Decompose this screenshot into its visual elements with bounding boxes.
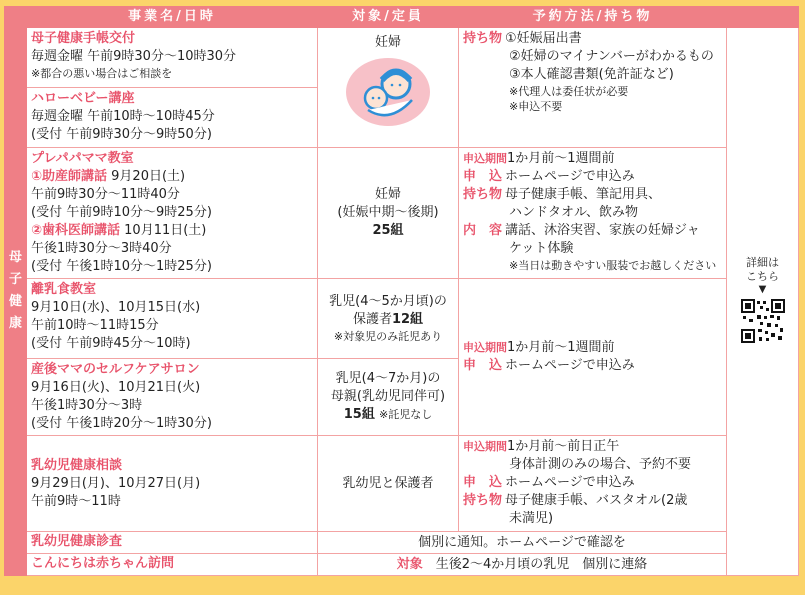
program-pre-papa-mama <box>27 148 318 279</box>
program-title: 産後ママのセルフケアサロン <box>31 362 200 377</box>
program-schedule: 午前9時30分〜11時40分 <box>31 187 180 202</box>
capacity: 12組 <box>391 312 424 327</box>
program-schedule: (受付 午前9時45分〜10時) <box>31 336 191 351</box>
program-schedule: (受付 午後1時10分〜1時25分) <box>31 259 212 274</box>
reservation-nyuyouji-soudan <box>459 436 727 532</box>
program-note: ※都合の悪い場合はご相談を <box>31 67 173 80</box>
target-boshi-techou <box>318 28 459 148</box>
item-note: ※代理人は委任状が必要 <box>509 85 629 98</box>
program-title: プレパパママ教室 <box>31 151 134 166</box>
program-title: 離乳食教室 <box>31 282 97 297</box>
program-title: 母子健康手帳交付 <box>31 31 136 46</box>
period-text: 1か月前〜前日正午 <box>507 439 620 454</box>
header-corner <box>5 7 27 28</box>
qr-panel <box>727 28 799 576</box>
program-rinyushoku <box>27 279 318 359</box>
item-line: ハンドタオル、飲み物 <box>509 205 638 220</box>
apply-label: 申 込 <box>463 358 503 373</box>
program-schedule: 午後1時30分〜3時 <box>31 398 143 413</box>
program-nyuyouji-shinsa <box>27 532 318 554</box>
item-line: ①妊娠届出書 <box>505 31 582 46</box>
items-label: 持ち物 <box>463 493 503 508</box>
items-label: 持ち物 <box>463 31 503 46</box>
apply-text: ホームページで申込み <box>505 475 635 490</box>
category-char: 康 <box>8 315 22 331</box>
target-text: 妊婦 <box>374 35 401 50</box>
program-title: 乳幼児健康診査 <box>31 534 123 549</box>
program-schedule: (受付 午前9時10分〜9時25分) <box>31 205 212 220</box>
target-text: (妊娠中期〜後期) <box>337 205 439 220</box>
target-rinyushoku <box>318 279 459 359</box>
program-schedule: 毎週金曜 午前9時30分〜10時30分 <box>31 49 237 64</box>
sub-program-title: ①助産師講話 <box>31 169 108 184</box>
header-corner-right <box>727 7 799 28</box>
program-title: こんにちは赤ちゃん訪問 <box>31 556 175 571</box>
program-hello-baby <box>27 88 318 148</box>
period-label: 申込期間 <box>463 152 507 165</box>
program-schedule: 毎週金曜 午前10時〜10時45分 <box>31 109 215 124</box>
apply-text: ホームページで申込み <box>505 358 635 373</box>
sub-program-title: ②歯科医師講話 <box>31 223 121 238</box>
program-boshi-techou <box>27 28 318 88</box>
target-selfcare-salon <box>318 359 459 436</box>
sub-program-date: 10月11日(土) <box>120 223 207 238</box>
reservation-boshi-techou <box>459 28 727 148</box>
program-selfcare-salon <box>27 359 318 436</box>
program-schedule: (受付 午後1時20分〜1時30分) <box>31 416 212 431</box>
qr-code-icon[interactable] <box>740 298 786 348</box>
program-note: ※当日は動きやすい服装でお越しください <box>509 259 717 272</box>
period-text: 1か月前〜1週間前 <box>507 340 615 355</box>
qr-arrow: ▼ <box>758 283 767 295</box>
item-line: 母子健康手帳、バスタオル(2歳 <box>505 493 688 508</box>
program-note: ※託児なし <box>379 408 433 421</box>
reservation-pre-papa-mama <box>459 148 727 279</box>
program-schedule: 午前9時〜11時 <box>31 493 121 509</box>
sub-program-date: 9月20日(土) <box>107 169 186 184</box>
category-char: 子 <box>8 271 22 287</box>
items-label: 持ち物 <box>463 187 503 202</box>
mother-baby-icon <box>346 58 430 126</box>
program-schedule: 午前10時〜11時15分 <box>31 318 159 333</box>
content-line: ケット体験 <box>509 241 574 256</box>
target-text: 保護者 <box>352 312 392 327</box>
program-schedule: 9月29日(月)、10月27日(月) <box>31 475 201 491</box>
program-konnichiwa-akachan <box>27 554 318 576</box>
info-nyuyouji-shinsa <box>318 532 727 554</box>
program-title: ハローベビー講座 <box>31 91 135 106</box>
target-text: 乳児(4〜5か月頃)の <box>329 294 447 309</box>
category-label <box>5 28 27 554</box>
program-nyuyouji-soudan <box>27 436 318 532</box>
reservation-rinyushoku-selfcare <box>459 279 727 436</box>
category-char: 母 <box>8 249 22 265</box>
capacity: 15組 <box>343 407 375 422</box>
program-schedule: 9月10日(水)、10月15日(水) <box>31 300 201 315</box>
target-text: 妊婦 <box>374 187 401 202</box>
content-line: 講話、沐浴実習、家族の妊婦ジャ <box>505 223 700 238</box>
qr-text: 詳細は <box>746 255 779 269</box>
program-note: ※対象児のみ託児あり <box>333 330 443 343</box>
header-reservation: 予約方法/持ち物 <box>459 7 727 28</box>
capacity: 25組 <box>372 223 404 238</box>
period-text: 1か月前〜1週間前 <box>507 151 615 166</box>
info-text: 生後2〜4か月頃の乳児 個別に連絡 <box>422 556 648 572</box>
apply-label: 申 込 <box>463 475 503 490</box>
program-schedule: (受付 午前9時30分〜9時50分) <box>31 127 212 142</box>
item-note: ※申込不要 <box>509 100 563 113</box>
period-label: 申込期間 <box>463 341 507 354</box>
target-text: 乳幼児と保護者 <box>342 475 434 491</box>
period-label: 申込期間 <box>463 440 507 453</box>
qr-text: こちら <box>746 269 779 283</box>
apply-label: 申 込 <box>463 169 503 184</box>
target-pre-papa-mama <box>318 148 459 279</box>
category-label-blank <box>5 554 27 576</box>
header-program: 事業名/日時 <box>27 7 318 28</box>
target-text: 乳児(4〜7か月)の <box>335 371 441 386</box>
target-nyuyouji-soudan <box>318 436 459 532</box>
item-line: 母子健康手帳、筆記用具、 <box>505 187 662 202</box>
period-text: 身体計測のみの場合、予約不要 <box>509 457 692 472</box>
target-text: 母親(乳幼児同伴可) <box>330 389 446 404</box>
program-schedule: 午後1時30分〜3時40分 <box>31 241 172 256</box>
content-label: 内 容 <box>463 223 503 238</box>
target-label: 対象 <box>396 556 423 572</box>
header-target: 対象/定員 <box>318 7 459 28</box>
program-title: 乳幼児健康相談 <box>31 457 123 473</box>
info-text: 個別に通知。ホームページで確認を <box>418 534 626 550</box>
item-line: 未満児) <box>509 511 554 526</box>
item-line: ②妊婦のマイナンバーがわかるもの <box>509 49 714 64</box>
health-schedule-table <box>4 6 799 576</box>
program-schedule: 9月16日(火)、10月21日(火) <box>31 380 201 395</box>
apply-text: ホームページで申込み <box>505 169 635 184</box>
info-konnichiwa-akachan <box>318 554 727 576</box>
category-char: 健 <box>8 293 22 309</box>
item-line: ③本人確認書類(免許証など) <box>509 67 674 82</box>
